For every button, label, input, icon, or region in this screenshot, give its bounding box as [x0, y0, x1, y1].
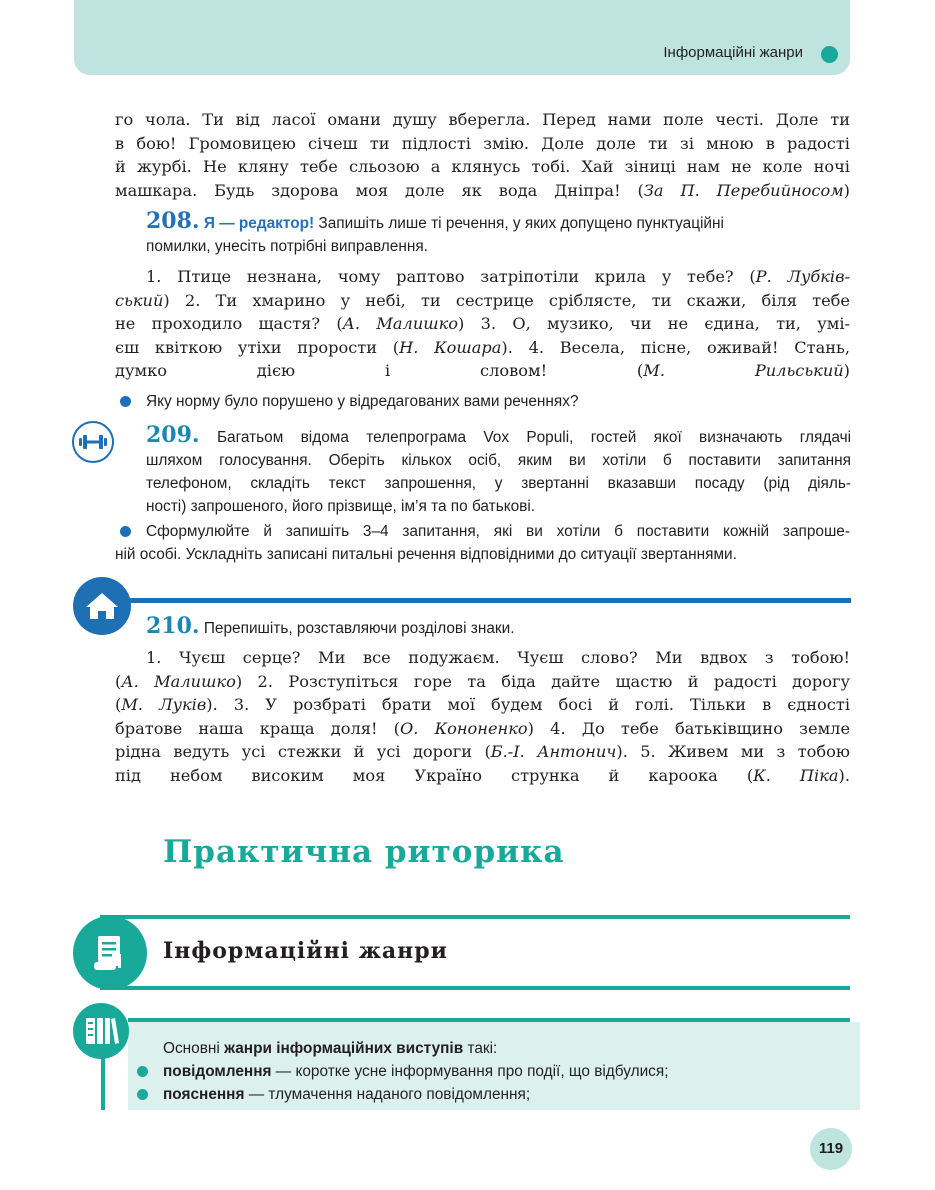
dumbbell-icon [72, 421, 114, 463]
text-line: (А. Малишко) 2. Розступіться горе та біда дайте щастю й радості дорогу [115, 671, 850, 691]
bullet-icon [120, 396, 131, 407]
running-header-title: Інформаційні жанри [663, 44, 803, 61]
intro-line: машкара. Будь здорова моя доле як вода Дніпра! (За П. Перебийносом) [115, 180, 850, 200]
exercise-209-bullet: Сформулюйте й запишіть 3–4 запитання, які ви хотіли б поставити кожній запроше- ній особі. Ускладніть записані питальні речення відповідними до ситуації звертаннями. [115, 523, 850, 563]
homework-rule [99, 598, 851, 603]
exercise-208-question: Яку норму було порушено у відредагованих вами реченнях? [146, 393, 579, 410]
exercise-number: 208. [146, 208, 200, 234]
text-line: думко дією і словом! (М. Рильський) [115, 361, 850, 380]
text-line: рідна ведуть усі стежки й усі дороги (Б.-І. Антонич). 5. Живем ми з тобою [115, 742, 851, 761]
exercise-208-text [115, 265, 850, 383]
definition-intro: Основні жанри інформаційних виступів такі: [163, 1040, 498, 1057]
intro-paragraph [115, 108, 850, 202]
scroll-icon [73, 916, 147, 990]
definition-box-rule [128, 1018, 850, 1022]
exercise-number: 209. [146, 422, 200, 448]
intro-line: й журбі. Не кляну тебе сльозою а клянусь тобі. Хай зіниці нам не коле ночі [115, 157, 850, 176]
home-icon [73, 577, 131, 635]
text-line: 1. Птице незнана, чому раптово затріпотіли крила у тебе? (Р. Лубків- [146, 267, 850, 286]
author-citation: За П. Перебийносом [643, 180, 844, 200]
exercise-210-task: 210. Перепишіть, розставляючи розділові знаки. [146, 613, 515, 639]
text-line: (М. Луків). 3. У розбраті брати мої будем босі й голі. Тільки в єдності [115, 695, 851, 714]
header-band [74, 0, 850, 75]
intro-line: го чола. Ти від ласої омани душу вберегла. Перед нами поле честі. Доле ти [115, 110, 850, 129]
exercise-210-text [115, 646, 850, 787]
books-icon [73, 1003, 129, 1059]
subheading-rule-top [100, 915, 850, 919]
intro-line: в бою! Громовицею січеш ти підлості змію. Доле доле ти зі мною в радості [115, 133, 850, 153]
header-dot-icon [821, 46, 838, 63]
exercise-number: 210. [146, 613, 200, 639]
text-line: 1. Чуєш серце? Ми все подужаєм. Чуєш слово? Ми вдвох з тобою! [146, 648, 850, 667]
list-item: повідомлення — коротке усне інформування про події, що відбулися; [163, 1063, 669, 1080]
text-line: ський) 2. Ти хмарино у небі, ти сестрице сріблясте, ти скажи, біля тебе [115, 290, 850, 310]
exercise-209-task: 209. Багатьом відома телепрограма Vox Populi, гостей якої визначають глядачі шляхом голосування. Оберіть кількох осіб, яким ви хотіли б поставити запитання телефоном, складіть текст запрошення, у звертанні вказавши посаду (рід діяль- ності) запрошеного, його прізвище, ім’я та по батькові. [146, 422, 852, 515]
text-line: під небом високим моя Україно струнка й кароока (К. Піка). [115, 765, 850, 785]
section-heading: Практична риторика [163, 834, 565, 870]
page-number: 119 [810, 1128, 852, 1170]
text-line: братове наша краща доля! (О. Кононенко) 4. До тебе батьківщино земле [115, 718, 851, 738]
exercise-208-task: 208. Я — редактор! Запишіть лише ті речення, у яких допущено пунктуаційні помилки, унесіть потрібні виправлення. [146, 208, 724, 255]
bullet-icon [137, 1066, 148, 1077]
subheading-rule-bottom [100, 986, 850, 990]
list-item: пояснення — тлумачення наданого повідомлення; [163, 1086, 531, 1103]
subheading-title: Інформаційні жанри [163, 938, 448, 964]
bullet-icon [137, 1089, 148, 1100]
editor-tag: Я — редактор! [203, 215, 315, 232]
text-line: не проходило щастя? (А. Малишко) 3. О, музико, чи не єдина, ти, умі- [115, 314, 850, 333]
text-line: єш квіткою утіхи прорости (Н. Кошара). 4. Весела, пісне, оживай! Стань, [115, 337, 850, 357]
